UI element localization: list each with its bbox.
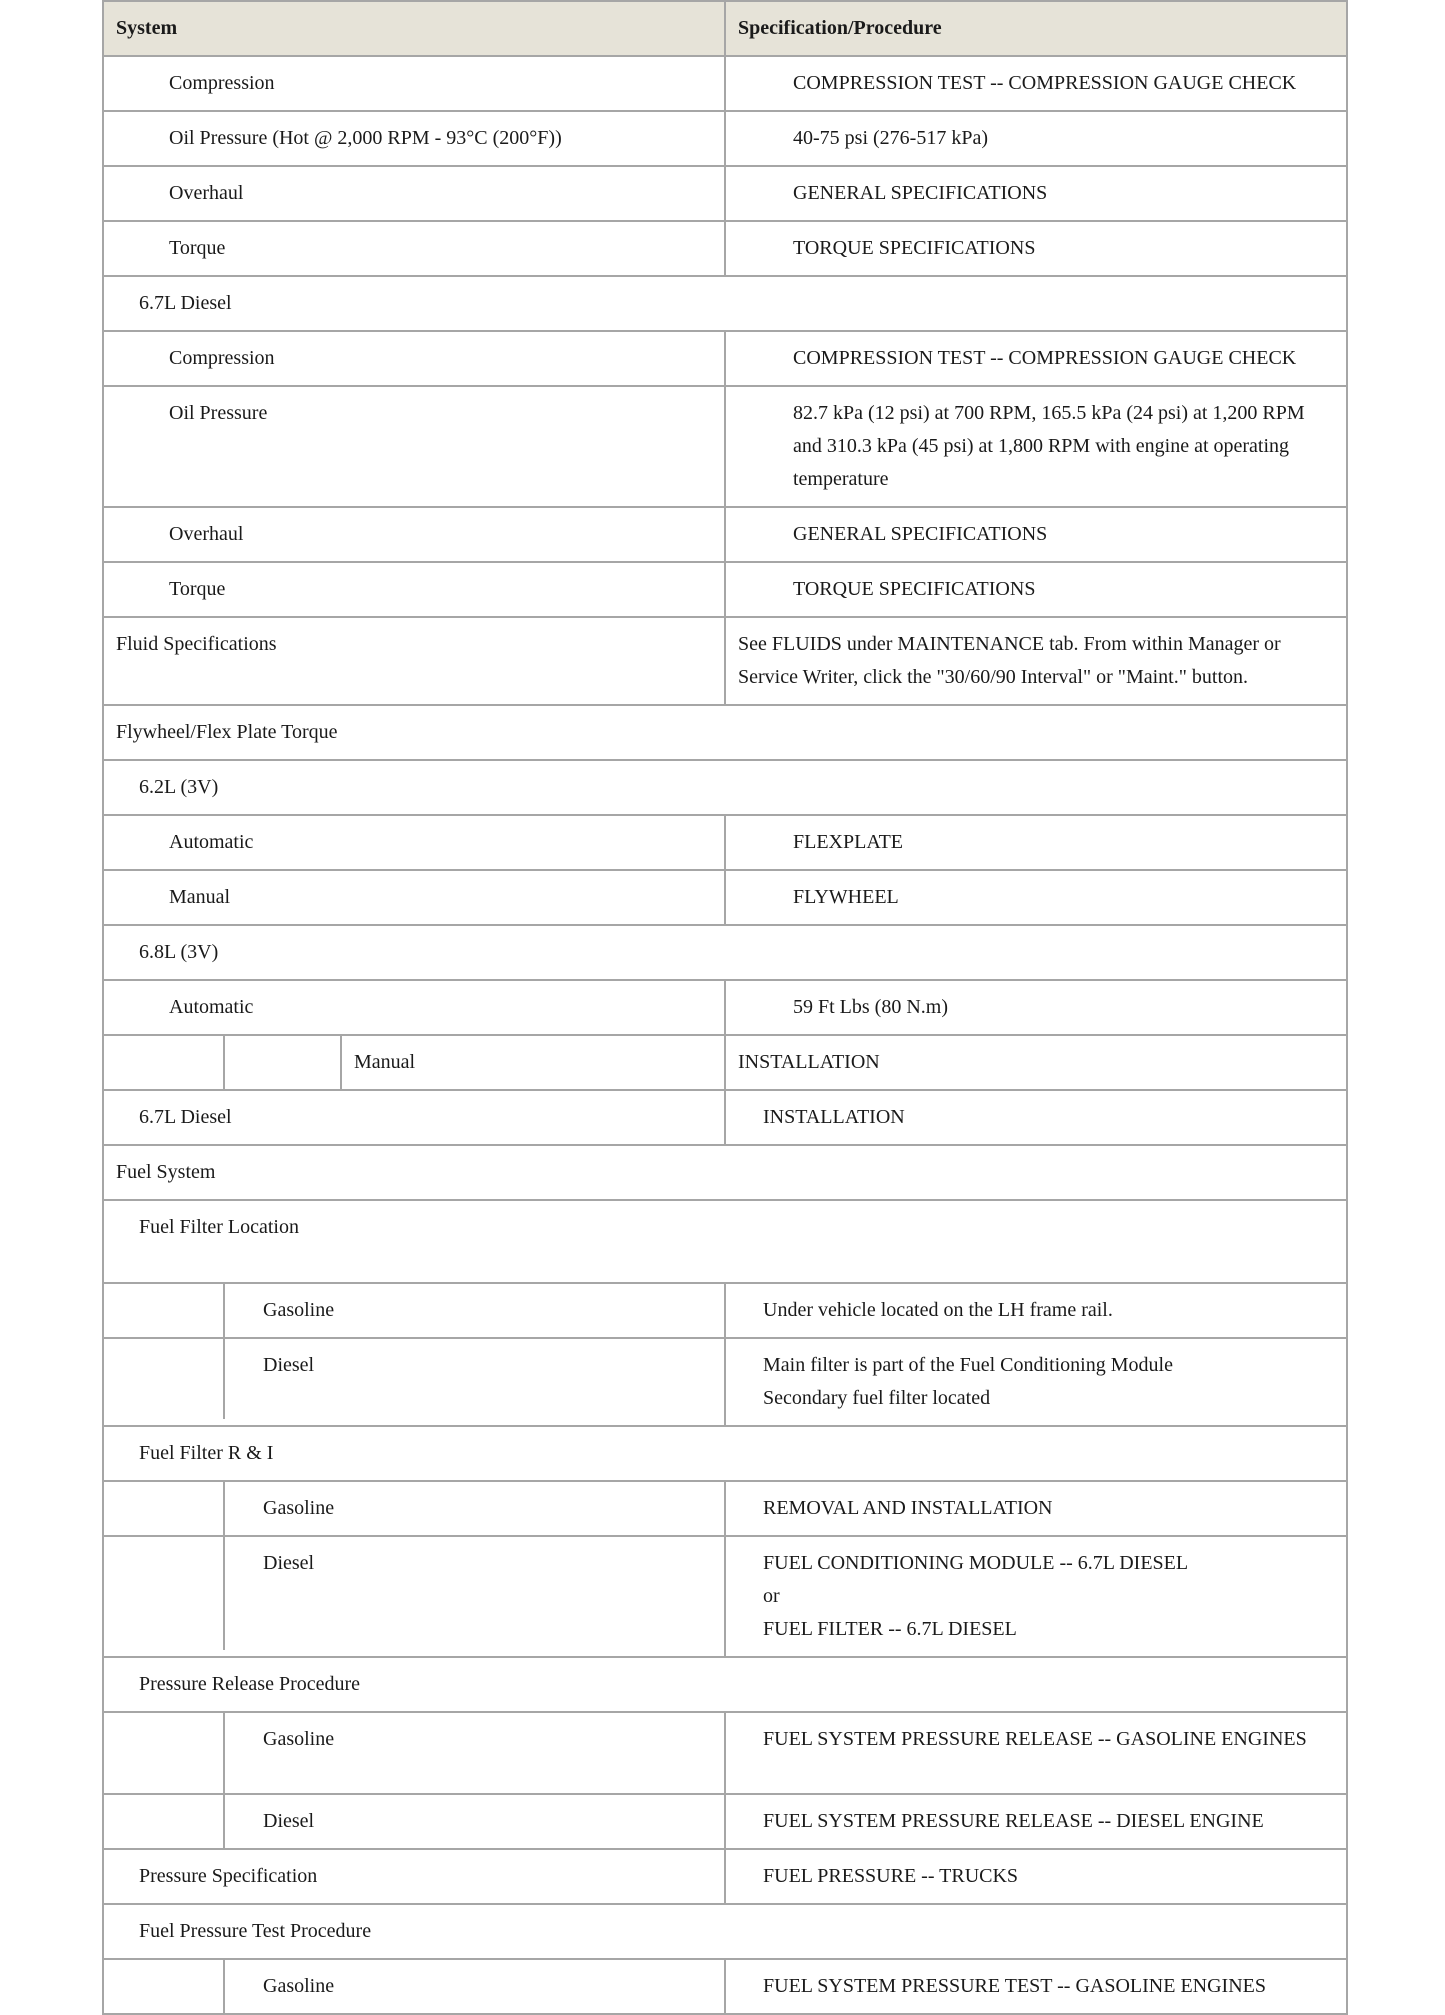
system-cell-nested: [103, 1794, 725, 1849]
section-row: [103, 1145, 1347, 1200]
table-row: [103, 562, 1347, 617]
nested-cells: [104, 1537, 724, 1650]
spec-cell: [725, 1338, 1347, 1426]
table-row: [103, 870, 1347, 925]
spec-cell: TORQUE SPECIFICATIONS: [725, 221, 1347, 276]
section-row: [103, 925, 1347, 980]
nested-cells: [104, 1284, 724, 1337]
spec-cell: FLEXPLATE: [725, 815, 1347, 870]
system-cell: Torque: [103, 562, 725, 617]
spec-cell: TORQUE SPECIFICATIONS: [725, 562, 1347, 617]
system-cell: Automatic: [103, 815, 725, 870]
system-cell: Gasoline: [224, 1960, 724, 2013]
system-cell: Pressure Specification: [103, 1849, 725, 1904]
system-cell: Gasoline: [224, 1713, 724, 1793]
system-cell-nested: [103, 1536, 725, 1657]
table-row: [103, 221, 1347, 276]
nested-cells: [104, 1795, 724, 1848]
nested-cells: [104, 1482, 724, 1535]
specifications-table: [102, 0, 1348, 2015]
table-row: [103, 1959, 1347, 2014]
table-row: [103, 1283, 1347, 1338]
system-cell: Gasoline: [224, 1482, 724, 1535]
table-row: [103, 166, 1347, 221]
spec-cell: COMPRESSION TEST -- COMPRESSION GAUGE CHECK: [725, 331, 1347, 386]
nested-cells: [104, 1339, 724, 1419]
system-cell: Automatic: [103, 980, 725, 1035]
section-label: Fuel Pressure Test Procedure: [103, 1904, 1347, 1959]
table-row: [103, 56, 1347, 111]
empty-cell: [104, 1795, 224, 1848]
empty-cell: [104, 1339, 224, 1419]
system-cell: Compression: [103, 56, 725, 111]
system-cell: Diesel: [224, 1339, 724, 1419]
header-spec: Specification/Procedure: [725, 1, 1347, 56]
system-cell-nested: [103, 1959, 725, 2014]
system-cell: Compression: [103, 331, 725, 386]
table-row: [103, 1481, 1347, 1536]
spec-cell: 59 Ft Lbs (80 N.m): [725, 980, 1347, 1035]
system-cell: Torque: [103, 221, 725, 276]
section-label: 6.2L (3V): [103, 760, 1347, 815]
spec-line: Main filter is part of the Fuel Conditioning Module: [763, 1354, 1173, 1376]
system-cell: Overhaul: [103, 166, 725, 221]
section-label: Pressure Release Procedure: [103, 1657, 1347, 1712]
system-cell: Fluid Specifications: [103, 617, 725, 705]
table-row: [103, 815, 1347, 870]
spec-cell: GENERAL SPECIFICATIONS: [725, 507, 1347, 562]
spec-line: Secondary fuel filter located: [763, 1387, 991, 1409]
empty-cell: [104, 1284, 224, 1337]
system-cell-nested: [103, 1712, 725, 1794]
nested-cells: [104, 1713, 724, 1793]
table-row: [103, 1794, 1347, 1849]
empty-cell: [104, 1036, 224, 1089]
system-cell-nested: [103, 1338, 725, 1426]
empty-cell: [224, 1036, 341, 1089]
empty-cell: [104, 1537, 224, 1650]
table-row: [103, 1536, 1347, 1657]
table-row: [103, 617, 1347, 705]
system-cell: Overhaul: [103, 507, 725, 562]
spec-cell: 82.7 kPa (12 psi) at 700 RPM, 165.5 kPa (24 psi) at 1,200 RPM and 310.3 kPa (45 psi) at 1,800 RPM with engine at operating temperature: [725, 386, 1347, 507]
section-row: [103, 705, 1347, 760]
spec-line: or: [763, 1585, 780, 1607]
system-cell: Diesel: [224, 1537, 724, 1650]
system-cell: Oil Pressure: [103, 386, 725, 507]
system-cell: 6.7L Diesel: [103, 1090, 725, 1145]
spec-cell: [725, 1536, 1347, 1657]
system-cell: Gasoline: [224, 1284, 724, 1337]
section-label: Fuel System: [103, 1145, 1347, 1200]
section-label: Fuel Filter R & I: [103, 1426, 1347, 1481]
system-cell-nested: [103, 1283, 725, 1338]
spec-cell: FUEL PRESSURE -- TRUCKS: [725, 1849, 1347, 1904]
spec-cell: FUEL SYSTEM PRESSURE RELEASE -- DIESEL ENGINE: [725, 1794, 1347, 1849]
table-row: [103, 331, 1347, 386]
table-row: [103, 980, 1347, 1035]
spec-cell: INSTALLATION: [725, 1090, 1347, 1145]
table-row: [103, 386, 1347, 507]
system-cell: Diesel: [224, 1795, 724, 1848]
system-cell: Manual: [341, 1036, 724, 1089]
spec-cell: FLYWHEEL: [725, 870, 1347, 925]
spec-cell: INSTALLATION: [725, 1035, 1347, 1090]
spec-cell: See FLUIDS under MAINTENANCE tab. From within Manager or Service Writer, click the "30/60/90 Interval" or "Maint." button.: [725, 617, 1347, 705]
section-label: Flywheel/Flex Plate Torque: [103, 705, 1347, 760]
section-row: [103, 1426, 1347, 1481]
table-row: [103, 1338, 1347, 1426]
spec-cell: 40-75 psi (276-517 kPa): [725, 111, 1347, 166]
spec-cell: FUEL SYSTEM PRESSURE TEST -- GASOLINE ENGINES: [725, 1959, 1347, 2014]
section-label: Fuel Filter Location: [103, 1200, 1347, 1283]
header-system: System: [103, 1, 725, 56]
spec-cell: GENERAL SPECIFICATIONS: [725, 166, 1347, 221]
spec-line: FUEL CONDITIONING MODULE -- 6.7L DIESEL: [763, 1552, 1189, 1574]
spec-cell: COMPRESSION TEST -- COMPRESSION GAUGE CHECK: [725, 56, 1347, 111]
nested-cells: [104, 1960, 724, 2013]
table-header-row: [103, 1, 1347, 56]
empty-cell: [104, 1482, 224, 1535]
section-row: [103, 1200, 1347, 1283]
spec-cell: REMOVAL AND INSTALLATION: [725, 1481, 1347, 1536]
section-row: [103, 1657, 1347, 1712]
section-label: 6.7L Diesel: [103, 276, 1347, 331]
section-row: [103, 760, 1347, 815]
section-label: 6.8L (3V): [103, 925, 1347, 980]
table-row: [103, 1712, 1347, 1794]
empty-cell: [104, 1960, 224, 2013]
table-row: [103, 1849, 1347, 1904]
spec-cell: Under vehicle located on the LH frame rail.: [725, 1283, 1347, 1338]
spec-line: FUEL FILTER -- 6.7L DIESEL: [763, 1618, 1017, 1640]
system-cell-nested: [103, 1035, 725, 1090]
table-row: [103, 1035, 1347, 1090]
system-cell: Oil Pressure (Hot @ 2,000 RPM - 93°C (200°F)): [103, 111, 725, 166]
section-row: [103, 1904, 1347, 1959]
spec-cell: FUEL SYSTEM PRESSURE RELEASE -- GASOLINE ENGINES: [725, 1712, 1347, 1794]
system-cell-nested: [103, 1481, 725, 1536]
section-row: [103, 276, 1347, 331]
table-row: [103, 1090, 1347, 1145]
table-row: [103, 507, 1347, 562]
system-cell: Manual: [103, 870, 725, 925]
table-row: [103, 111, 1347, 166]
empty-cell: [104, 1713, 224, 1793]
nested-cells: [104, 1036, 724, 1089]
